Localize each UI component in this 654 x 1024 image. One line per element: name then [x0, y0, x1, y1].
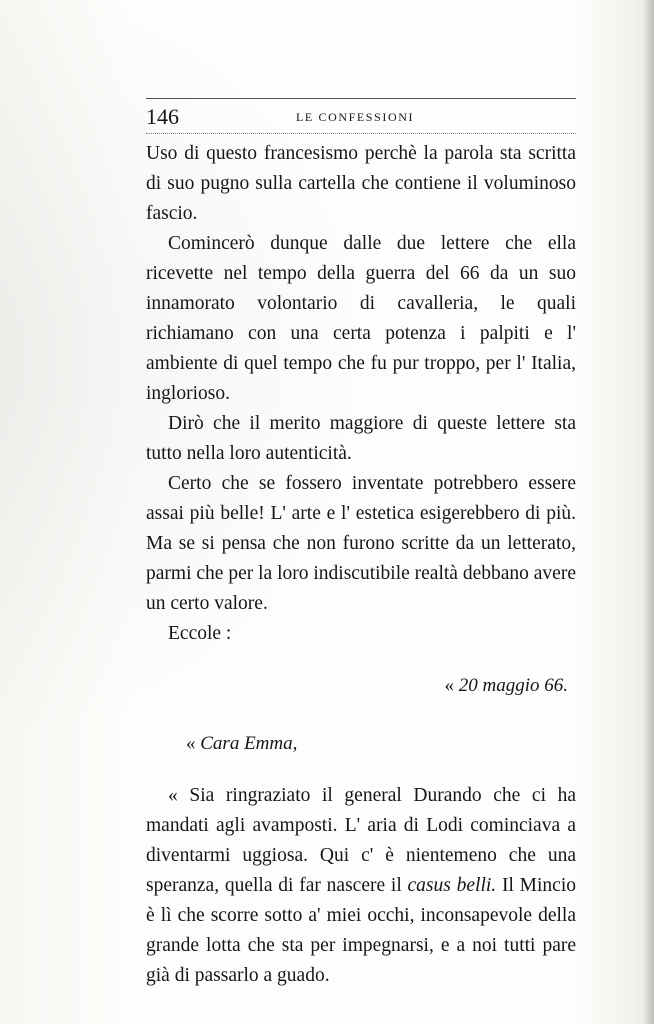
letter-greeting-text: Cara Emma,: [200, 733, 298, 754]
header-rule-top: [146, 98, 576, 99]
page-header: [146, 103, 576, 131]
paragraph-1: Uso di questo francesismo perchè la parola sta scritta di suo pugno sulla cartella che contiene il voluminoso fascio.: [146, 143, 576, 224]
page-body: [146, 139, 576, 991]
paragraph-3: Dirò che il merito maggiore di queste lettere sta tutto nella loro autenticità.: [146, 413, 576, 464]
letter-greeting-quote: «: [186, 733, 201, 754]
letter-date: [146, 671, 568, 701]
letter-date-text: 20 maggio 66.: [458, 675, 568, 696]
page-number: 146: [146, 104, 179, 129]
letter-casus-belli: casus belli.: [407, 875, 497, 896]
page-spine-shadow: [644, 0, 654, 1024]
header-rule-bottom: [146, 133, 576, 134]
paragraph-eccole: Eccole :: [168, 623, 232, 644]
letter-paragraph-quote: «: [168, 785, 190, 806]
paragraph-2: Comincerò dunque dalle due lettere che ella ricevette nel tempo della guerra del 66 da un suo innamorato volontario di cavalleria, le quali richiamano con una certa potenza i palpiti e l' ambiente di quel tempo che fu pur troppo, per l' Italia, inglorioso.: [146, 233, 576, 404]
running-title: LE CONFESSIONI: [296, 110, 415, 124]
letter-paragraph: [146, 781, 576, 991]
paragraph-4: Certo che se fossero inventate potrebbero essere assai più belle! L' arte e l' estetica esigerebbero di più. Ma se si pensa che non furono scritte da un letterato, parmi che per la loro indiscutibile realtà debbano avere un certo valore.: [146, 473, 576, 614]
letter-paragraph-text-b: Il Mincio è lì che scorre sotto a' miei occhi, inconsapevole della grande lotta che sta per impegnarsi, e a noi tutti pare già di passarlo a guado.: [146, 875, 576, 986]
letter-paragraph-text-a: Sia ringraziato il general Durando che ci ha mandati agli avamposti. L' aria di Lodi cominciava a diventarmi uggiosa. Qui c' è nientemeno che una speranza, quella di far nascere il: [146, 785, 577, 896]
letter-greeting: [146, 729, 576, 759]
letter-date-quote: «: [444, 675, 459, 696]
